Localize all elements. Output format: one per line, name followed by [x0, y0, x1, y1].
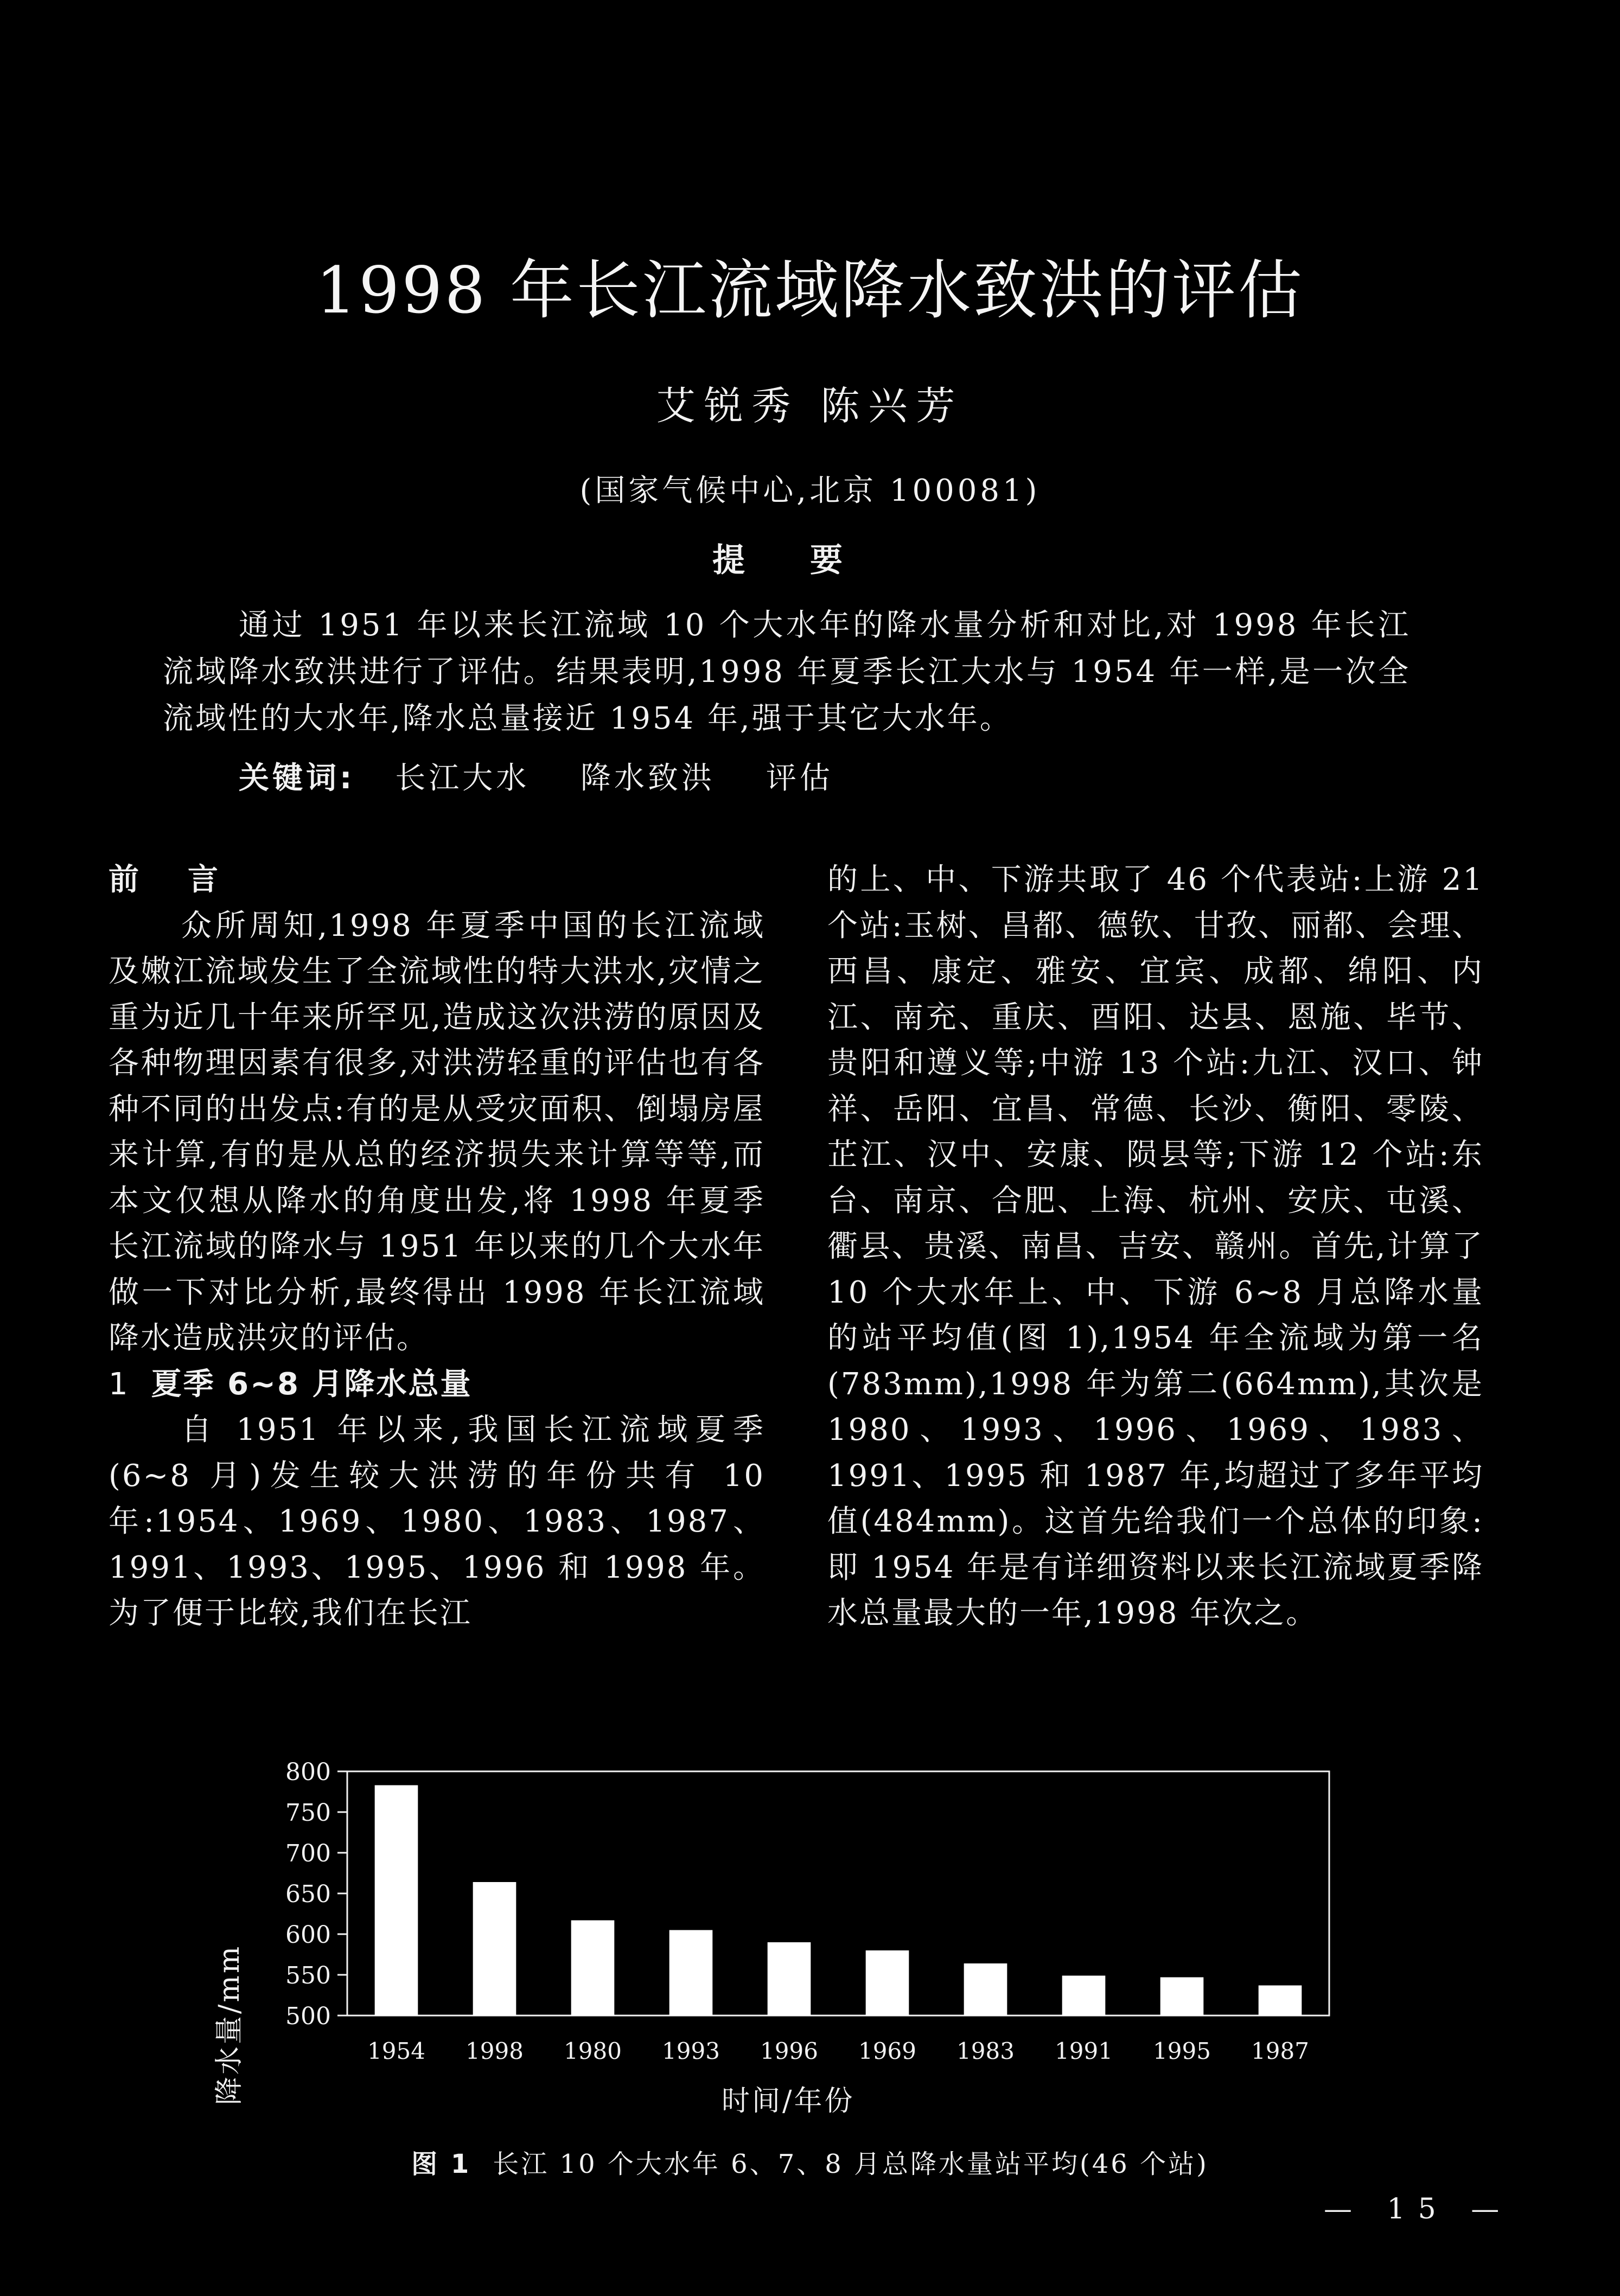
- y-tick-label: 700: [285, 1840, 331, 1867]
- bar: [571, 1921, 615, 2016]
- x-tick-label: 1993: [662, 2038, 720, 2064]
- x-tick-label: 1995: [1153, 2038, 1211, 2064]
- y-tick-label: 800: [285, 1758, 331, 1786]
- x-tick-label: 1954: [367, 2038, 425, 2064]
- bar: [375, 1785, 418, 2016]
- y-tick-label: 750: [285, 1799, 331, 1827]
- bar: [866, 1950, 909, 2016]
- section-1-text: 自 1951 年以来,我国长江流域夏季(6~8 月)发生较大洪涝的年份共有 10 年:1954、1969、1980、1983、1987、1991、1993、1995、1996 和 1998 年。为了便于比较,我们在长江: [109, 1412, 765, 1631]
- figure-caption-text: 长江 10 个大水年 6、7、8 月总降水量站平均(46 个站): [493, 2149, 1209, 2179]
- page-number: — 15 —: [1324, 2193, 1513, 2225]
- section-1-heading: [109, 1362, 765, 1408]
- affiliation: (国家气候中心,北京 100081): [579, 473, 1041, 508]
- y-tick-label: 650: [285, 1880, 331, 1908]
- paper-title: 1998 年长江流域降水致洪的评估: [316, 253, 1304, 328]
- figure-label: 图 1: [411, 2149, 471, 2179]
- right-column-text: 的上、中、下游共取了 46 个代表站:上游 21 个站:玉树、昌都、德钦、甘孜、丽都、会理、西昌、康定、雅安、宜宾、成都、绵阳、内江、南充、重庆、酉阳、达县、恩施、毕节、贵阳和遵义等;中游 13 个站:九江、汉口、钟祥、岳阳、宜昌、常德、长沙、衡阳、零陵、芷江、汉中、安康、陨县等;下游 12 个站:东台、南京、合肥、上海、杭州、安庆、屯溪、衢县、贵溪、南昌、吉安、赣州。首先,计算了 10 个大水年上、中、下游 6~8 月总降水量的站平均值(图 1),1954 年全流域为第一名(783mm),1998 年为第二(664mm),其次是 1980、1993、1996、1969、1983、1991、1995 和 1987 年,均超过了多年平均值(484mm)。这首先给我们一个总体的印象:即 1954 年是有详细资料以来长江流域夏季降水总量最大的一年,1998 年次之。: [827, 862, 1484, 1631]
- keyword-item: 评估: [766, 761, 833, 796]
- bar: [1160, 1978, 1204, 2016]
- bar-chart-svg: [239, 1758, 1367, 2072]
- bar: [473, 1882, 516, 2016]
- bar: [768, 1942, 811, 2016]
- bar: [1259, 1986, 1302, 2016]
- y-tick-label: 600: [285, 1921, 331, 1949]
- bar: [1062, 1976, 1106, 2016]
- x-tick-label: 1969: [858, 2038, 916, 2064]
- y-tick-label: 500: [285, 2002, 331, 2030]
- section-1-number: 1: [109, 1366, 130, 1402]
- keywords: [239, 754, 871, 798]
- x-tick-label: 1980: [564, 2038, 622, 2064]
- keyword-item: 降水致洪: [581, 761, 716, 796]
- x-tick-label: 1991: [1055, 2038, 1113, 2064]
- right-column: [827, 857, 1484, 1637]
- y-axis-label: 降水量/mm: [213, 1944, 246, 2105]
- bar: [964, 1963, 1007, 2016]
- bar: [669, 1930, 713, 2016]
- abstract-heading: 提要: [712, 541, 908, 579]
- left-column: [109, 857, 765, 1637]
- preface-heading: 前言: [109, 862, 267, 897]
- keywords-label: 关键词:: [239, 761, 355, 796]
- section-1-title: 夏季 6~8 月降水总量: [151, 1366, 473, 1402]
- figure-caption: [0, 2143, 1620, 2180]
- x-tick-label: 1998: [465, 2038, 524, 2064]
- authors: 艾锐秀 陈兴芳: [656, 383, 964, 429]
- preface-text: 众所周知,1998 年夏季中国的长江流域及嫩江流域发生了全流域性的特大洪水,灾情之重为近几十年来所罕见,造成这次洪涝的原因及各种物理因素有很多,对洪涝轻重的评估也有各种不同的出发点:有的是从受灾面积、倒塌房屋来计算,有的是从总的经济损失来计算等等,而本文仅想从降水的角度出发,将 1998 年夏季长江流域的降水与 1951 年以来的几个大水年做一下对比分析,最终得出 1998 年长江流域降水造成洪灾的评估。: [109, 908, 765, 1356]
- y-tick-label: 550: [285, 1962, 331, 1989]
- x-axis-label: 时间/年份: [722, 2085, 855, 2118]
- abstract-text: 通过 1951 年以来长江流域 10 个大水年的降水量分析和对比,对 1998 年长江流域降水致洪进行了评估。结果表明,1998 年夏季长江大水与 1954 年一样,是一次全流域性的大水年,降水总量接近 1954 年,强于其它大水年。: [163, 608, 1411, 736]
- keyword-item: 长江大水: [395, 761, 530, 796]
- x-tick-label: 1987: [1251, 2038, 1309, 2064]
- x-tick-label: 1996: [760, 2038, 818, 2064]
- x-tick-label: 1983: [956, 2038, 1015, 2064]
